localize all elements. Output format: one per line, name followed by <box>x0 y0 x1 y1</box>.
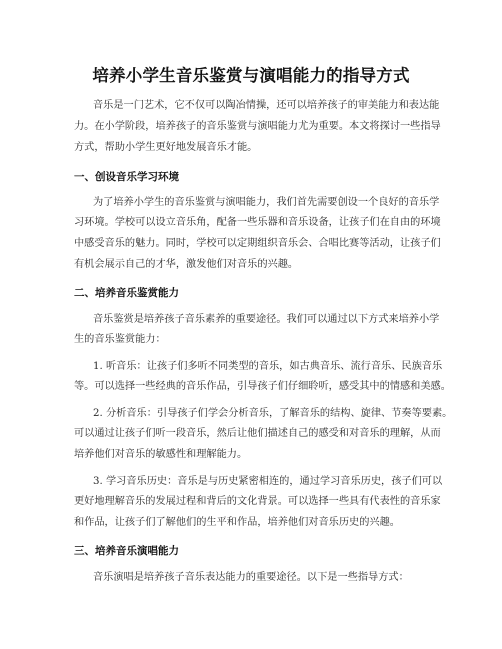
paragraph-line: 生的音乐鉴赏能力： <box>74 334 166 345</box>
section-heading: 三、培养音乐演唱能力 <box>74 545 179 557</box>
paragraph-line: 音乐鉴赏是培养孩子音乐素养的重要途径。我们可以通过以下方式来培养小学 <box>93 314 440 325</box>
paragraph-line: 习环境。学校可以设立音乐角，配备一些乐器和音乐设备，让孩子们在自由的环境 <box>74 217 441 228</box>
list-item-line: 等。可以选择一些经典的音乐作品，引导孩子们仔细聆听，感受其中的情感和美感。 <box>74 381 451 392</box>
intro-line: 力。在小学阶段，培养孩子的音乐鉴赏与演唱能力尤为重要。本文将探讨一些指导 <box>74 121 441 132</box>
document-title: 培养小学生音乐鉴赏与演唱能力的指导方式 <box>92 66 410 85</box>
paragraph-line: 为了培养小学生的音乐鉴赏与演唱能力，我们首先需要创设一个良好的音乐学 <box>93 197 440 208</box>
list-item-line: 和作品，让孩子们了解他们的生平和作品，培养他们对音乐历史的兴趣。 <box>74 517 400 528</box>
paragraph-line: 音乐演唱是培养孩子音乐表达能力的重要途径。以下是一些指导方式： <box>93 572 409 583</box>
list-item-line: 3. 学习音乐历史：音乐是与历史紧密相连的，通过学习音乐历史，孩子们可以 <box>93 476 443 487</box>
list-item-line: 更好地理解音乐的发展过程和背后的文化背景。可以选择一些具有代表性的音乐家 <box>74 496 441 507</box>
list-item-line: 1. 听音乐：让孩子们多听不同类型的音乐，如古典音乐、流行音乐、民族音乐 <box>93 361 443 372</box>
list-item-line: 可以通过让孩子们听一段音乐，然后让他们描述自己的感受和对音乐的理解，从而 <box>74 428 441 439</box>
section-heading: 二、培养音乐鉴赏能力 <box>74 287 179 299</box>
list-item-line: 2. 分析音乐：引导孩子们学会分析音乐，了解音乐的结构、旋律、节奏等要素。 <box>93 408 453 419</box>
list-item-line: 培养他们对音乐的敏感性和理解能力。 <box>74 449 248 460</box>
section-heading: 一、创设音乐学习环境 <box>74 171 179 183</box>
paragraph-line: 有机会展示自己的才华，激发他们对音乐的兴趣。 <box>74 259 299 270</box>
intro-line: 方式，帮助小学生更好地发展音乐才能。 <box>74 142 258 153</box>
paragraph-line: 中感受音乐的魅力。同时，学校可以定期组织音乐会、合唱比赛等活动，让孩子们 <box>74 238 441 249</box>
intro-line: 音乐是一门艺术，它不仅可以陶冶情操，还可以培养孩子的审美能力和表达能 <box>93 100 440 111</box>
